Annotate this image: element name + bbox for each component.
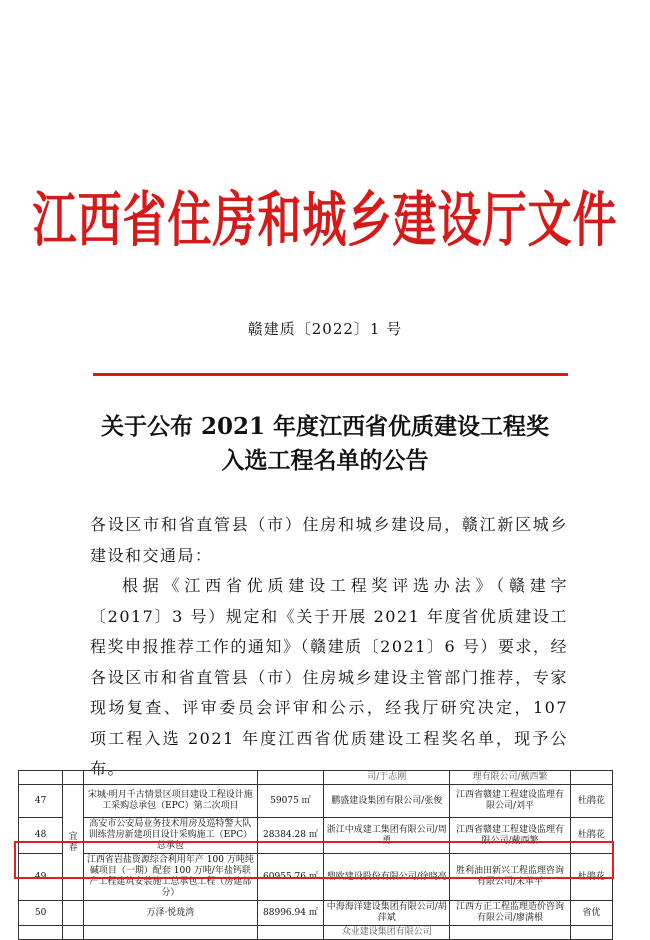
cell-unit: 中海海洋建设集团有限公司/胡萍斌 [324,901,450,926]
cell-project-name: 江西省岩盐资源综合利用年产 100 万吨纯碱项目（一期）配套 100 万吨/年盐钙联产工程建筑安装施工总承包工程（房建部分） [84,854,258,901]
notice-title-line-2: 入选工程名单的公告 [221,447,429,474]
document-number: 赣建质〔2022〕1 号 [247,320,403,338]
cell-supervisor: 江西省赣建工程建设监理有限公司/刘平 [450,785,570,818]
cell-city: 宜春 [63,785,84,901]
table-row [19,926,613,940]
cell-area: 59075 ㎡ [257,785,324,818]
cell-project-name: 高安市公安局业务技术用房及巡特警大队训练营房新建项目设计采购施工（EPC）总承包 [84,818,258,854]
cell-no: 49 [19,854,63,901]
body-paragraph: 根据《江西省优质建设工程奖评选办法》（赣建字〔2017〕3 号）规定和《关于开展 2021 年度省优质建设工程奖申报推荐工作的通知》（赣建质〔2021〕6 号）要求，经各设区市和省直管县（市）住房城乡建设主管部门推荐，专家现场复查、评审委员会评审和公示，经我厅研究决定，107 项工程入选 2021 年度江西省优质建设工程奖名单，现予公布。 [90,576,568,778]
cell-no: 47 [19,785,63,818]
cell-project-name: 宋城·明月千古情景区项目建设工程设计施工采购总承包（EPC）第二次项目 [84,785,258,818]
cell-award: 杜鹃花 [570,818,612,854]
cell-supervisor: 江西方正工程监理造价咨询有限公司/廖满根 [450,901,570,926]
table-row [19,901,613,926]
cell-unit: 司/于志刚 [324,771,450,785]
cell-no: 50 [19,901,63,926]
cell-area: 28384.28 ㎡ [257,818,324,854]
cell-area: 88996.94 ㎡ [257,901,324,926]
cell-supervisor: 江西省赣建工程建设监理有限公司/戴西繁 [450,818,570,854]
cell-project-name: 万泽·悦珑湾 [84,901,258,926]
cell-unit: 鹏盛建设集团有限公司/张俊 [324,785,450,818]
cell-unit: 众业建设集团有限公司 [324,926,450,940]
table-row [19,785,613,818]
cell-award: 杜鹃花 [570,785,612,818]
cell-no: 48 [19,818,63,854]
salutation: 各设区市和省直管县（市）住房和城乡建设局，赣江新区城乡建设和交通局： [90,515,568,565]
table-row [19,771,613,785]
red-divider [93,373,568,376]
cell-unit: 鼎欧建设股份有限公司/徐晓亮 [324,854,450,901]
agency-header-title: 江西省住房和城乡建设厅文件 [32,186,618,256]
cell-supervisor: 胜利油田新兴工程监理咨询有限公司/宋革平 [450,854,570,901]
notice-title-line-1: 关于公布 2021 年度江西省优质建设工程奖 [100,413,550,440]
cell-unit: 浙江中成建工集团有限公司/周勇 [324,818,450,854]
cell-award: 杜鹃花 [570,854,612,901]
cell-supervisor: 理有限公司/戴西繁 [450,771,570,785]
highlight-box [14,841,614,879]
notice-body [90,510,568,785]
cell-award: 省优 [570,901,612,926]
cell-area: 60955.76 ㎡ [257,854,324,901]
notice-title [0,410,650,478]
